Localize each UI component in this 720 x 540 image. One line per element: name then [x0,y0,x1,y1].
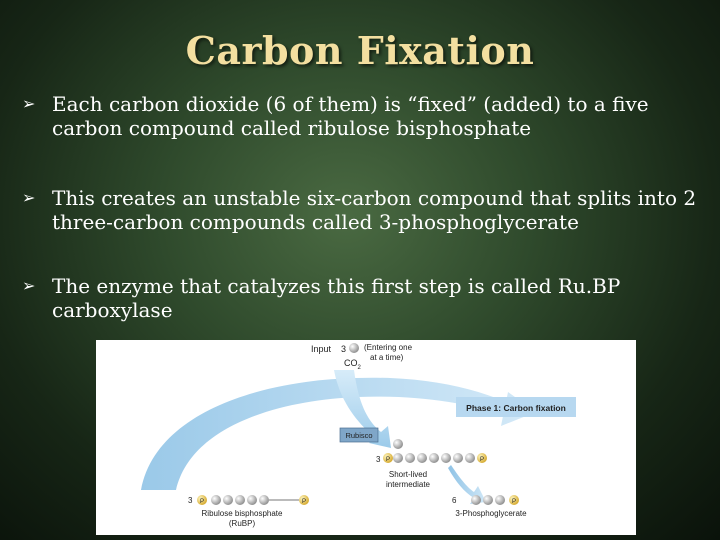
carbon-atom [453,453,463,463]
carbon-atom [465,453,475,463]
carbon-atom [429,453,439,463]
phosphate-label: P [511,499,517,505]
bullet-text: The enzyme that catalyzes this first step is called Ru.BP carboxylase [52,274,621,322]
carbon-atom [405,453,415,463]
bullet-item [22,274,702,322]
phosphate-label: P [199,499,205,505]
input-note-2: at a time) [370,353,404,362]
bullet-text: This creates an unstable six-carbon compound that splits into 2 three-carbon compounds called 3-phosphoglycerate [52,186,697,234]
co2-label: $CO_2$ [344,358,361,371]
carbon-atom [259,495,269,505]
input-count: 3 [341,344,347,354]
phase-label: Phase 1: Carbon fixation [466,403,566,413]
cycle-arc [141,378,536,490]
arrow-bullet-icon: ➢ [22,276,36,295]
carbon-atom [247,495,257,505]
calvin-cycle-figure [96,340,636,535]
arrow-bullet-icon: ➢ [22,188,36,207]
pga-count: 6 [452,496,457,505]
co2-molecule-icon [349,343,359,353]
rubisco-label: Rubisco [345,431,373,440]
bullet-item [22,186,702,234]
arrow-bullet-icon: ➢ [22,94,36,113]
carbon-atom [471,495,481,505]
carbon-atom [211,495,221,505]
bullet-item [22,92,702,140]
phosphate-label: P [479,457,485,463]
carbon-atom [223,495,233,505]
intermediate-count: 3 [376,455,381,464]
carbon-atom [483,495,493,505]
rubp-count: 3 [188,496,193,505]
pga-label: 3-Phosphoglycerate [455,509,527,518]
carbon-atom [417,453,427,463]
carbon-atom [393,453,403,463]
carbon-atom [441,453,451,463]
calvin-cycle-diagram [96,340,636,535]
slide-title: Carbon Fixation [185,28,535,73]
carbon-atom [235,495,245,505]
input-label: Input [311,344,332,354]
intermediate-label-1: Short-lived [388,470,428,479]
bullet-text: Each carbon dioxide (6 of them) is “fixed” (added) to a five carbon compound called ribulose bisphosphate [52,92,649,140]
intermediate-label-2: intermediate [385,480,431,489]
input-note-1: (Entering one [364,343,413,352]
rubp-label-2: (RuBP) [228,519,256,528]
carbon-atom [393,439,403,449]
phosphate-label: P [301,499,307,505]
phosphate-label: P [385,457,391,463]
rubp-label-1: Ribulose bisphosphate [201,509,283,518]
carbon-atom [495,495,505,505]
